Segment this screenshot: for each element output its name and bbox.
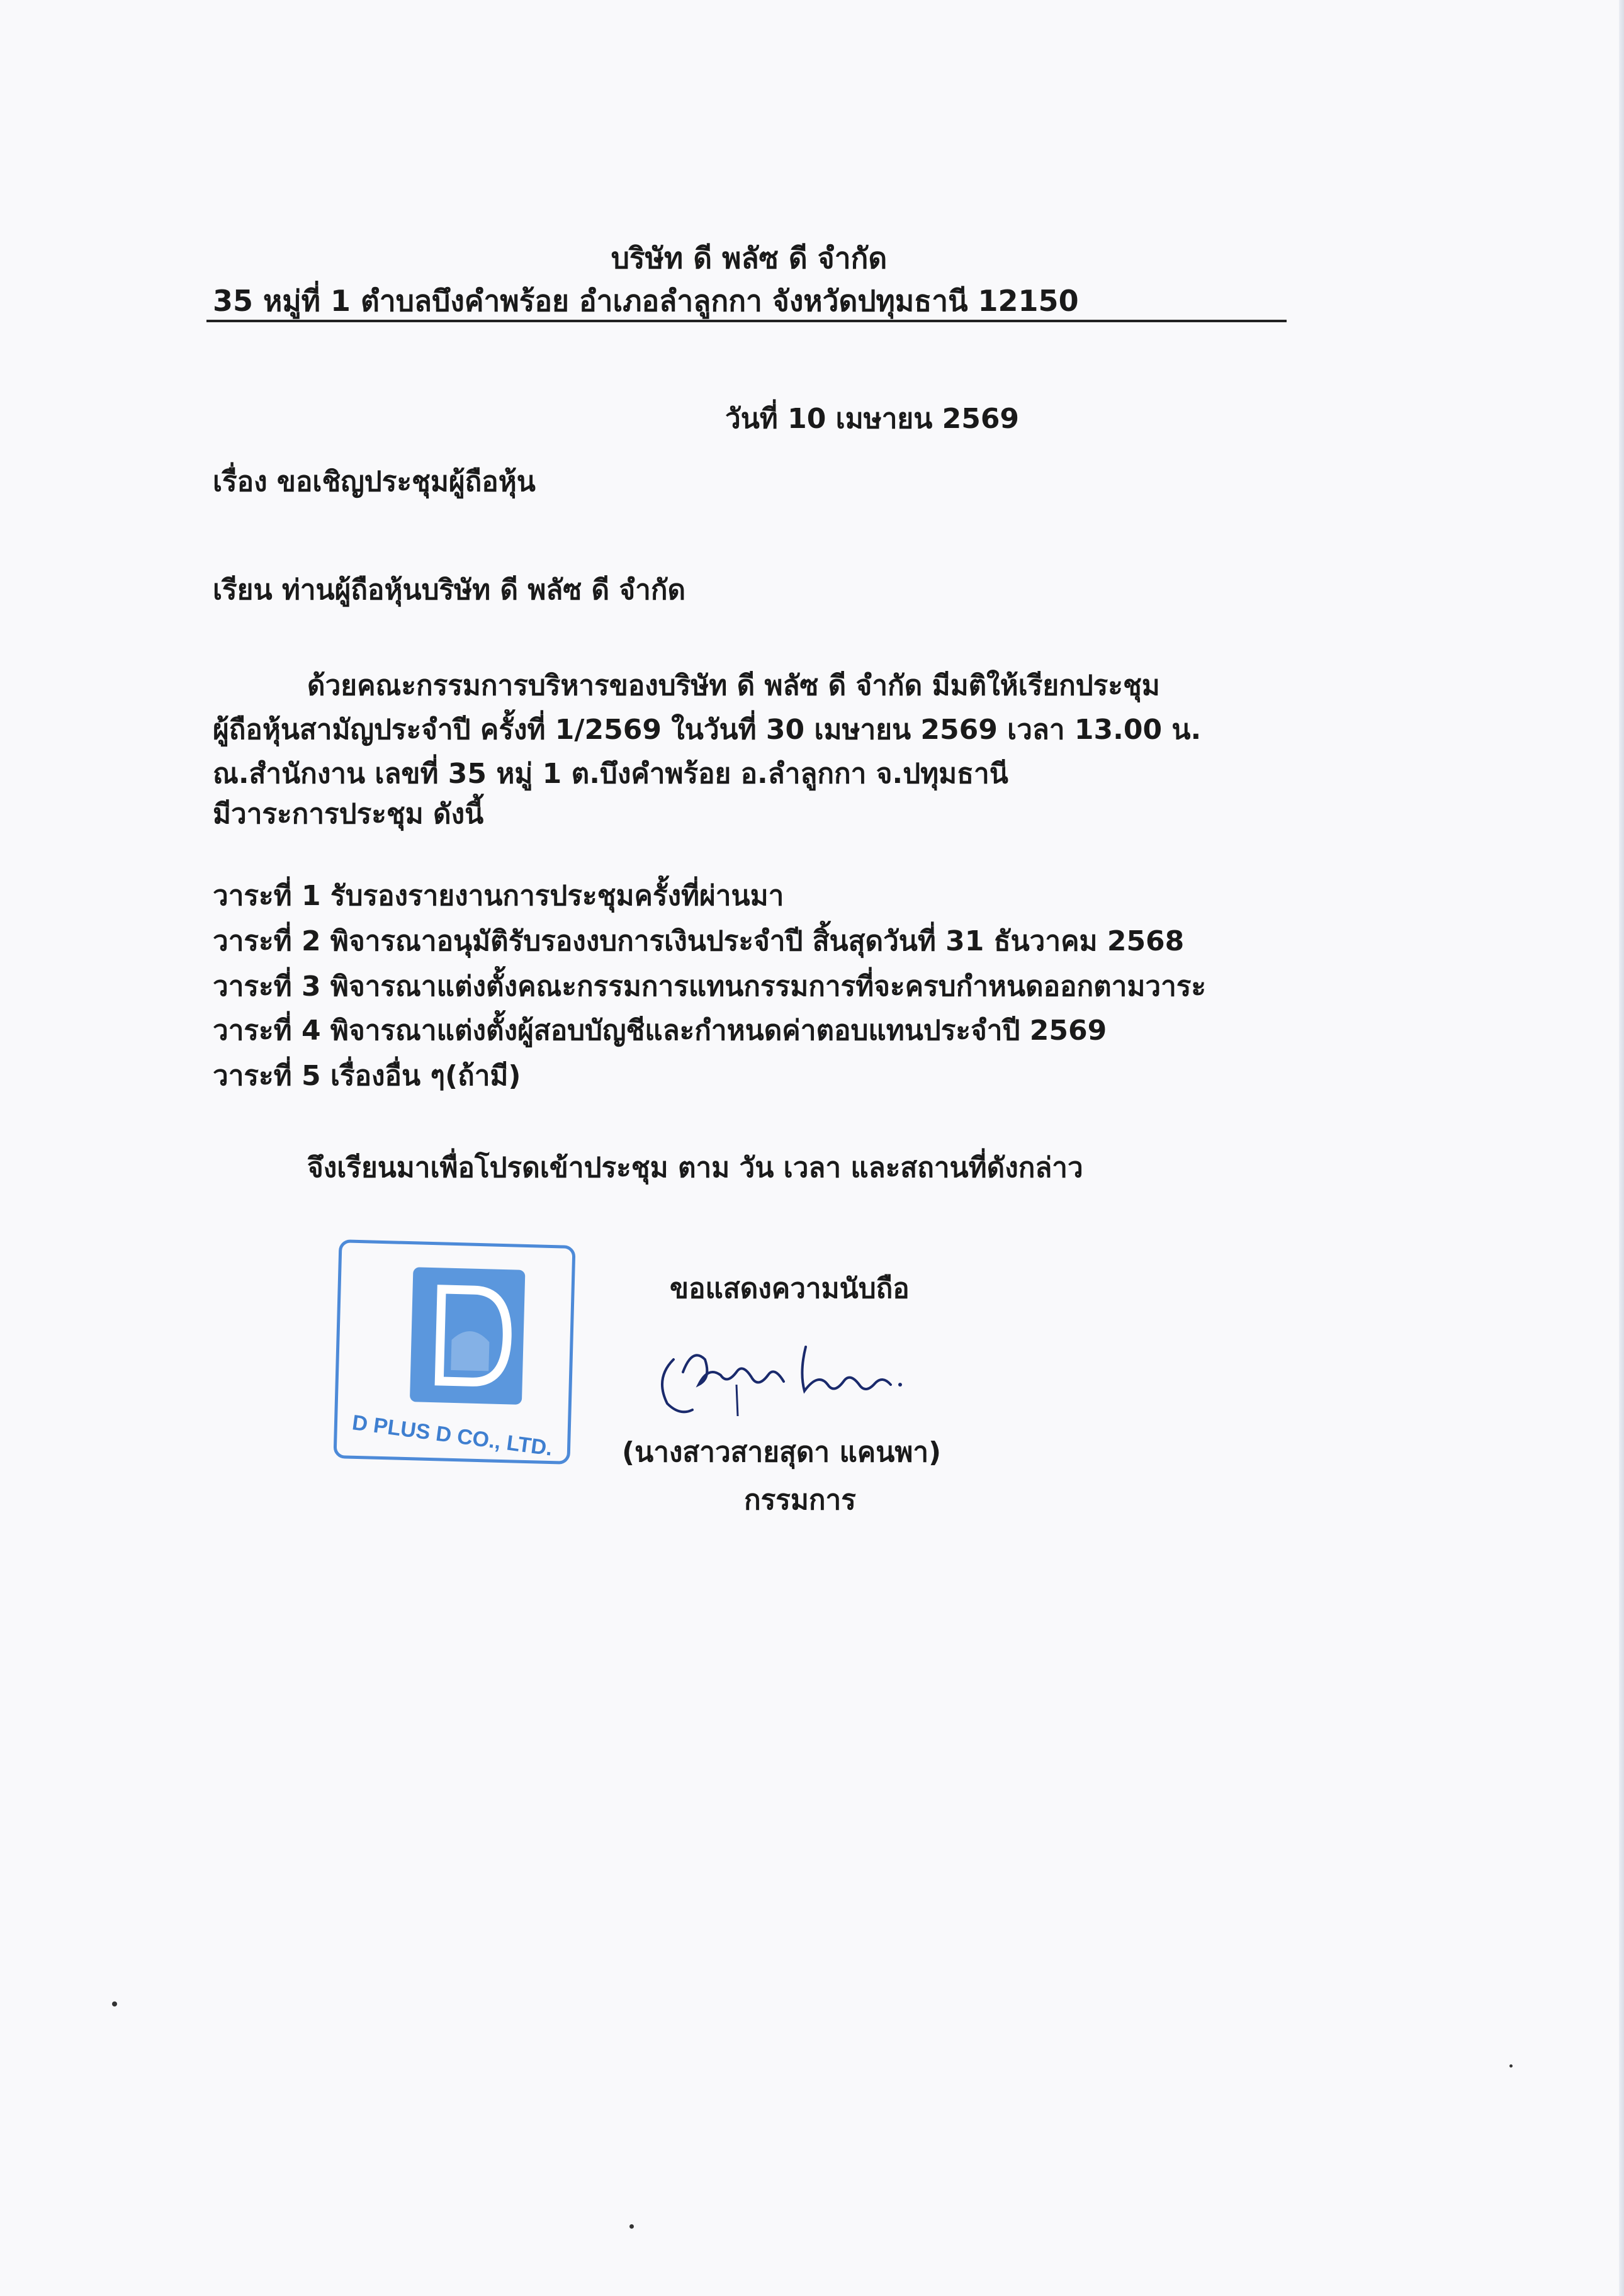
company-stamp [334, 1239, 576, 1465]
letterhead-divider [206, 320, 1287, 322]
scan-edge-shadow [1619, 0, 1624, 2296]
signer-name: (นางสาวสายสุดา แคนพา) [622, 1436, 942, 1468]
company-name: บริษัท ดี พลัซ ดี จำกัด [611, 241, 888, 275]
closing-sentence: จึงเรียนมาเพื่อโปรดเข้าประชุม ตาม วัน เวลา และสถานที่ดังกล่าว [307, 1152, 1083, 1184]
agenda-item: วาระที่ 5 เรื่องอื่น ๆ(ถ้ามี) [213, 1060, 521, 1092]
company-address: 35 หมู่ที่ 1 ตำบลบึงคำพร้อย อำเภอลำลูกกา จังหวัดปทุมธานี 12150 [213, 284, 1079, 318]
complimentary-close: ขอแสดงความนับถือ [670, 1273, 910, 1305]
agenda-item: วาระที่ 4 พิจารณาแต่งตั้งผู้สอบบัญชีและกำหนดค่าตอบแทนประจำปี 2569 [213, 1015, 1107, 1047]
letter-salutation: เรียน ท่านผู้ถือหุ้นบริษัท ดี พลัซ ดี จำกัด [213, 574, 686, 606]
scan-speck [112, 2001, 117, 2006]
scan-speck [1509, 2064, 1513, 2068]
stamp-company-text: D PLUS D CO., LTD. [351, 1410, 554, 1461]
agenda-item: วาระที่ 2 พิจารณาอนุมัติรับรองงบการเงินประจำปี สิ้นสุดวันที่ 31 ธันวาคม 2568 [213, 925, 1185, 957]
signer-position: กรรมการ [744, 1484, 856, 1516]
scan-speck [629, 2224, 634, 2229]
body-line: มีวาระการประชุม ดังนี้ [213, 798, 484, 830]
signature-mark [648, 1322, 913, 1429]
agenda-item: วาระที่ 1 รับรองรายงานการประชุมครั้งที่ผ่านมา [213, 880, 784, 912]
body-line: ณ.สำนักงาน เลขที่ 35 หมู่ 1 ต.บึงคำพร้อย อ.ลำลูกกา จ.ปทุมธานี [213, 758, 1008, 790]
letter-date: วันที่ 10 เมษายน 2569 [725, 403, 1020, 435]
body-line: ด้วยคณะกรรมการบริหารของบริษัท ดี พลัซ ดี จำกัด มีมติให้เรียกประชุม [307, 670, 1160, 702]
letter-subject: เรื่อง ขอเชิญประชุมผู้ถือหุ้น [213, 466, 536, 498]
d-logo-icon [406, 1263, 529, 1409]
agenda-item: วาระที่ 3 พิจารณาแต่งตั้งคณะกรรมการแทนกรรมการที่จะครบกำหนดออกตามวาระ [213, 971, 1207, 1003]
body-line: ผู้ถือหุ้นสามัญประจำปี ครั้งที่ 1/2569 ในวันที่ 30 เมษายน 2569 เวลา 13.00 น. [213, 714, 1202, 746]
